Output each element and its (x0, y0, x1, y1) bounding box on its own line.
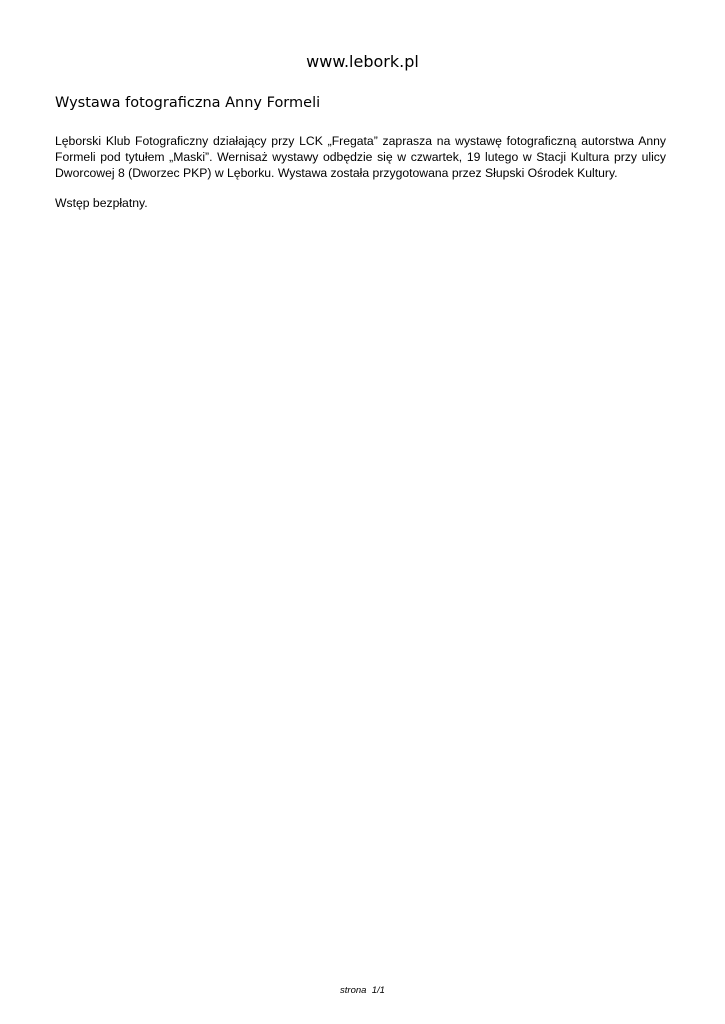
site-header: www.lebork.pl (306, 52, 419, 71)
article-body: Lęborski Klub Fotograficzny działający przy LCK „Fregata” zaprasza na wystawę fotograficzną autorstwa Anny Formeli pod tytułem „Maski”. Wernisaż wystawy odbędzie się w czwartek, 19 lutego w Stacji Kultura przy ulicy Dworcowej 8 (Dworzec PKP) w Lęborku. Wystawa została przygotowana przez Słupski Ośrodek Kultury. (55, 134, 666, 180)
page-number: strona 1/1 (340, 985, 385, 996)
article-title: Wystawa fotograficzna Anny Formeli (55, 95, 321, 111)
article-note: Wstęp bezpłatny. (55, 196, 148, 210)
